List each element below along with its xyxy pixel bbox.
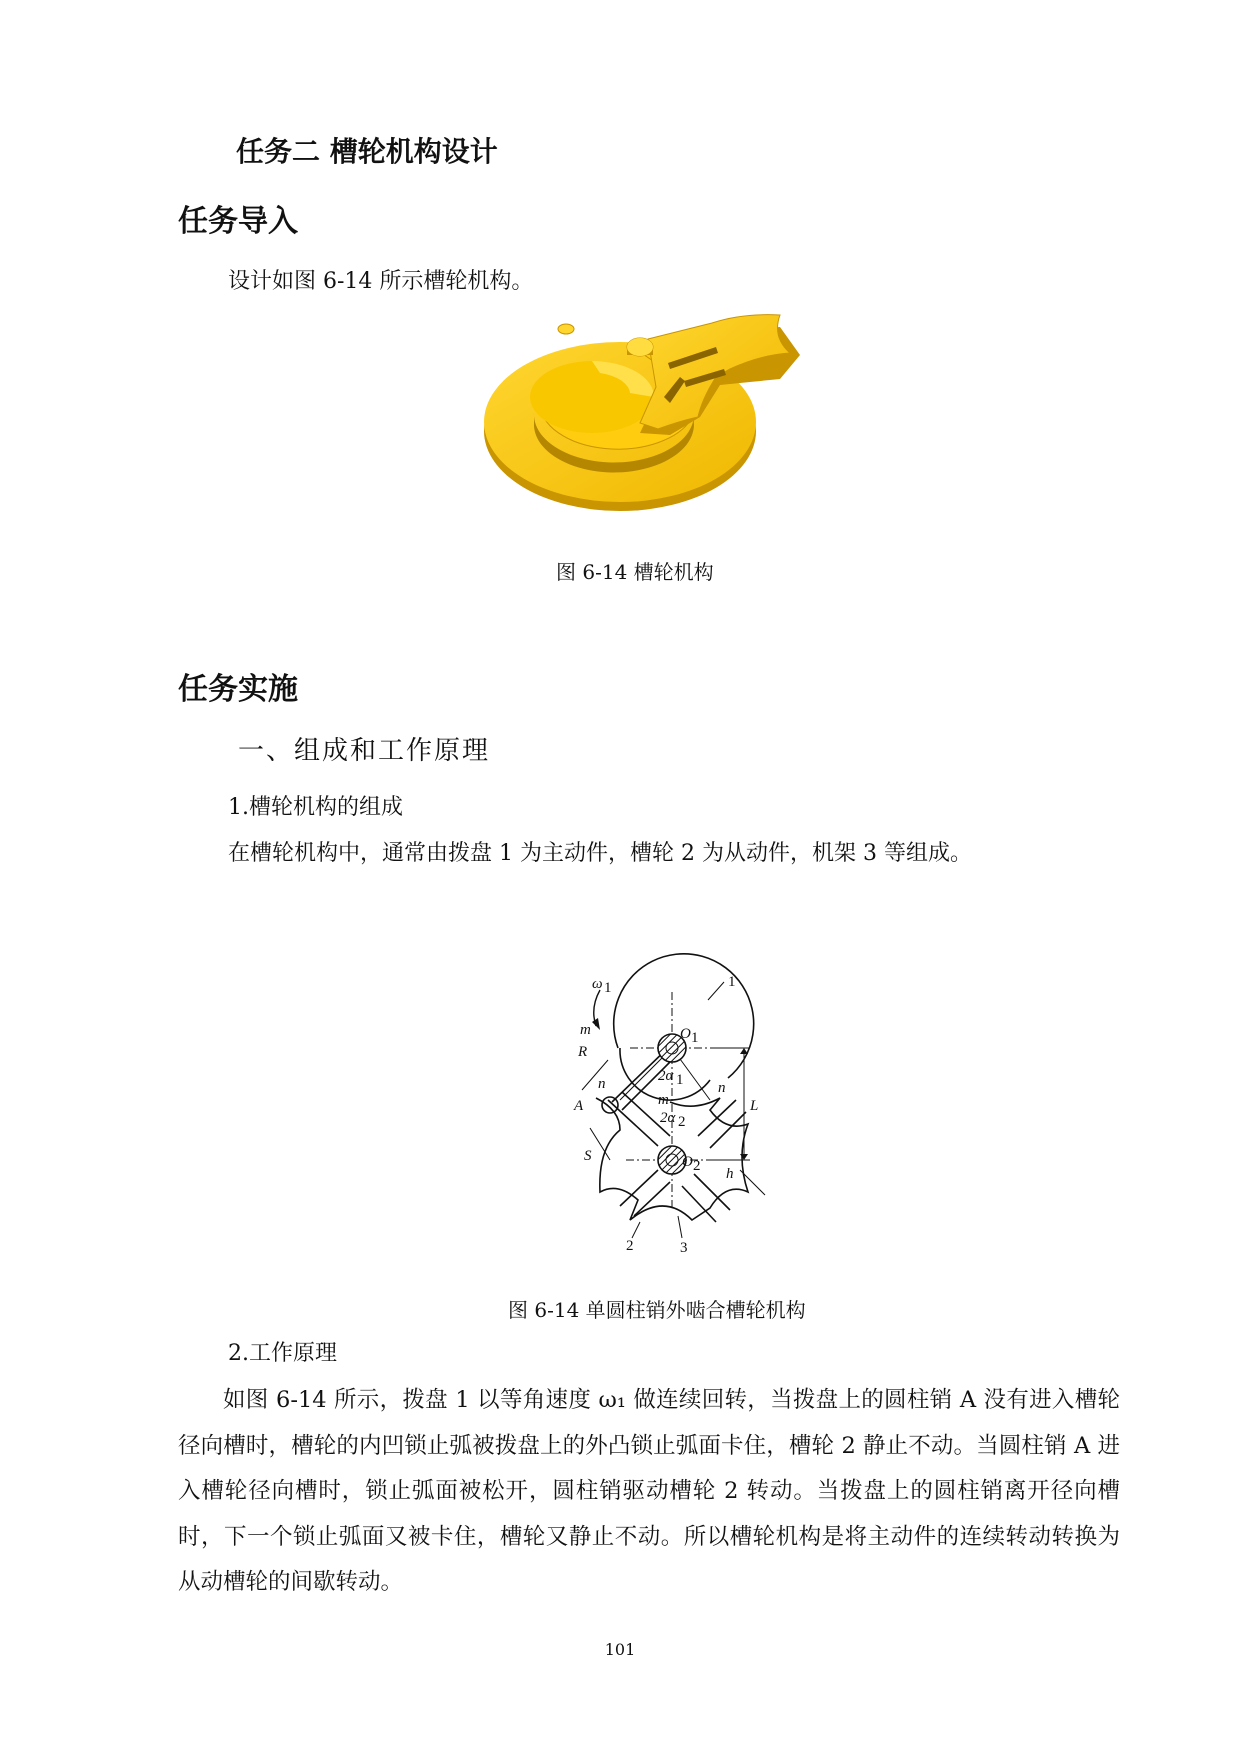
label-r: R xyxy=(578,1044,588,1060)
label-o2: O xyxy=(682,1154,693,1170)
sub-section-heading: 一、组成和工作原理 xyxy=(238,736,491,766)
working-principle-paragraph: 如图 6-14 所示，拨盘 1 以等角速度 ω₁ 做连续回转，当拨盘上的圆柱销 A 没有进入槽轮径向槽时，槽轮的内凹锁止弧被拨盘上的外凸锁止弧面卡住，槽轮 2 静止不动。当圆柱销 A 进入槽轮径向槽时，锁止弧面被松开，圆柱销驱动槽轮 2 转动。当拨盘上的圆柱销离开径向槽时，下一个锁止弧面又被卡住，槽轮又静止不动。所以槽轮机构是将主动件的连续转动转换为从动槽轮的间歇转动。 xyxy=(178,1387,1120,1595)
label-h: h xyxy=(726,1166,734,1182)
svg-text:1: 1 xyxy=(604,980,612,996)
label-alpha2: 2α xyxy=(660,1110,676,1126)
page-number: 101 xyxy=(604,1640,636,1659)
label-l: L xyxy=(750,1098,759,1114)
label-part-1: 1 xyxy=(728,974,736,990)
drive-pin xyxy=(558,324,574,334)
svg-text:1: 1 xyxy=(691,1030,699,1046)
label-n-right: n xyxy=(718,1080,726,1096)
svg-text:2: 2 xyxy=(678,1114,686,1130)
task-title: 任务二 槽轮机构设计 xyxy=(236,135,498,168)
label-m-left: m xyxy=(580,1022,591,1038)
geneva-schematic-figure xyxy=(560,960,800,1270)
section-heading-implementation: 任务实施 xyxy=(178,672,298,707)
label-n-top: n xyxy=(598,1076,606,1092)
item-1-text: 在槽轮机构中，通常由拨盘 1 为主动件，槽轮 2 为从动件，机架 3 等组成。 xyxy=(228,841,972,866)
driver-disk-arc xyxy=(614,954,754,1078)
svg-text:2: 2 xyxy=(693,1158,701,1174)
figure1-caption: 图 6-14 槽轮机构 xyxy=(556,560,714,584)
cylinder-pin-a xyxy=(602,1097,618,1113)
label-o1: O xyxy=(680,1026,691,1042)
label-m-center: m xyxy=(658,1092,669,1108)
item-2-title: 2.工作原理 xyxy=(228,1341,337,1366)
label-omega1: ω xyxy=(592,976,603,992)
figure2-caption: 图 6-14 单圆柱销外啮合槽轮机构 xyxy=(508,1298,806,1322)
geneva-3d-model-figure xyxy=(480,325,820,525)
section-heading-intro: 任务导入 xyxy=(178,204,298,239)
label-alpha1: 2α xyxy=(658,1068,674,1084)
label-s: S xyxy=(584,1148,592,1164)
item-1-title: 1.槽轮机构的组成 xyxy=(228,795,403,820)
label-part-2: 2 xyxy=(626,1238,634,1254)
intro-paragraph: 设计如图 6-14 所示槽轮机构。 xyxy=(228,269,534,294)
label-a: A xyxy=(574,1098,584,1114)
label-part-3: 3 xyxy=(680,1240,688,1256)
svg-text:1: 1 xyxy=(676,1072,684,1088)
